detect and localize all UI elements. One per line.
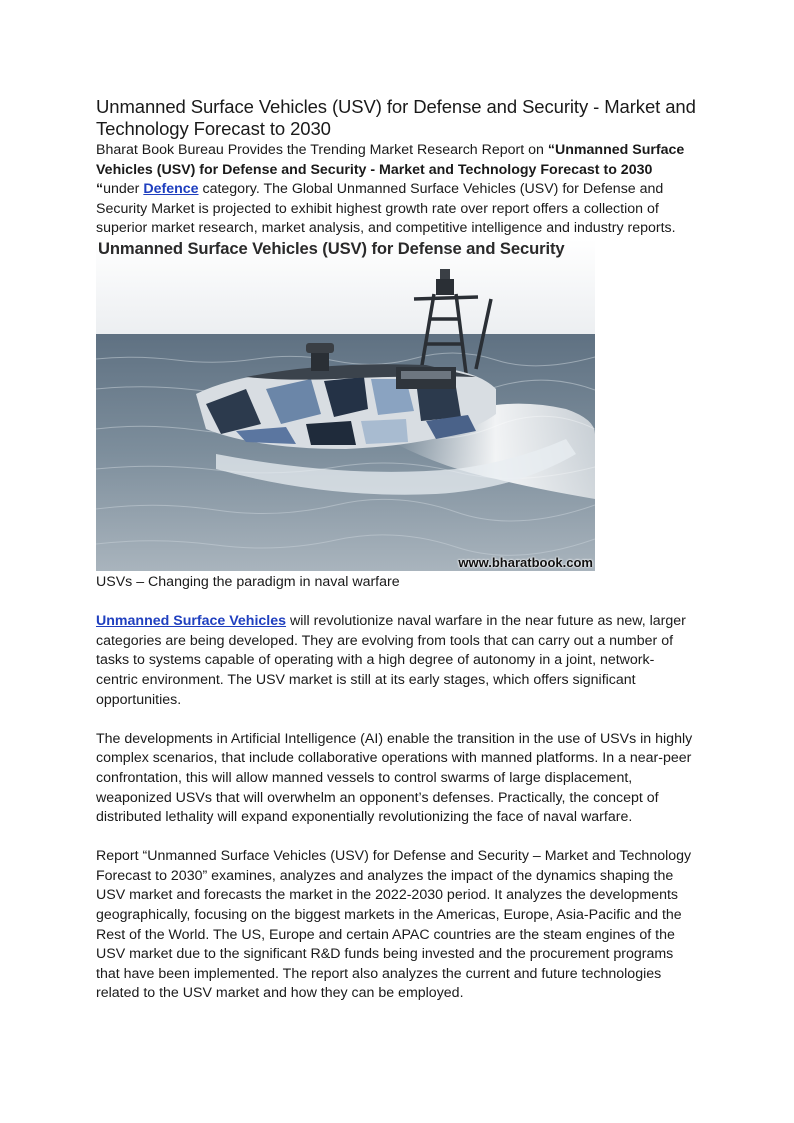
intro-rest: category. The Global Unmanned Surface Vehicles (USV) for Defense and Security Market is projected to exhibit highest growth rate over report offers a collection of superior market research, market analysis, and competitive intelligence and industry reports. [96, 181, 676, 237]
defence-category-link[interactable]: Defence [143, 181, 199, 198]
intro-lead: Bharat Book Bureau Provides the Trending Market Research Report on [96, 142, 548, 158]
figure-watermark: www.bharatbook.com [458, 554, 593, 570]
usv-link[interactable]: Unmanned Surface Vehicles [96, 613, 287, 630]
usv-figure [96, 239, 595, 571]
intro-report-name: Unmanned Surface Vehicles (USV) for Defense and Security - Market and Technology Forecast to 2030 [96, 142, 685, 178]
paragraph-3: Report “Unmanned Surface Vehicles (USV) for Defense and Security – Market and Technology Forecast to 2030” examines, analyzes and analyzes the impact of the dynamics shaping the USV market and forecasts the market in the 2022-2030 period. It analyzes the developments geographically, focusing on the biggest markets in the Americas, Europe, Asia-Pacific and the Rest of the World. The US, Europe and certain APAC countries are the steam engines of the USV market due to the significant R&D funds being invested and the procurement programs that have been implemented. The report also analyzes the current and future technologies related to the USV market and how they can be employed. [96, 848, 692, 1002]
paragraph-1 [96, 612, 696, 710]
intro-quote-close: “ [96, 181, 104, 198]
usv-boat-illustration [96, 239, 595, 571]
intro-paragraph [96, 141, 696, 239]
paragraph-2: The developments in Artificial Intelligence (AI) enable the transition in the use of USVs in highly complex scenarios, that include collaborative operations with manned platforms. In a near-peer confrontation, this will allow manned vessels to control swarms of large displacement, weaponized USVs that will overwhelm an opponent’s defenses. Practically, the concept of distributed lethality will expand exponentially revolutionizing the face of naval warfare. [96, 730, 693, 826]
paragraph-1-text: will revolutionize naval warfare in the near future as new, larger categories are being developed. They are evolving from tools that can carry out a number of tasks to systems capable of operating with a high degree of autonomy in a joint, network-centric environment. The USV market is still at its early stages, which offers significant opportunities. [96, 613, 686, 708]
figure-title: Unmanned Surface Vehicles (USV) for Defense and Security [98, 238, 565, 258]
document-page [96, 96, 696, 1004]
boat-turret [311, 351, 329, 371]
figure-caption: USVs – Changing the paradigm in naval warfare [96, 573, 400, 590]
document-title: Unmanned Surface Vehicles (USV) for Defense and Security - Market and Technology Forecast to 2030 [96, 96, 696, 139]
intro-under: under [103, 181, 144, 198]
intro-quote-open: “ [547, 142, 555, 158]
boat-radar [436, 279, 454, 295]
